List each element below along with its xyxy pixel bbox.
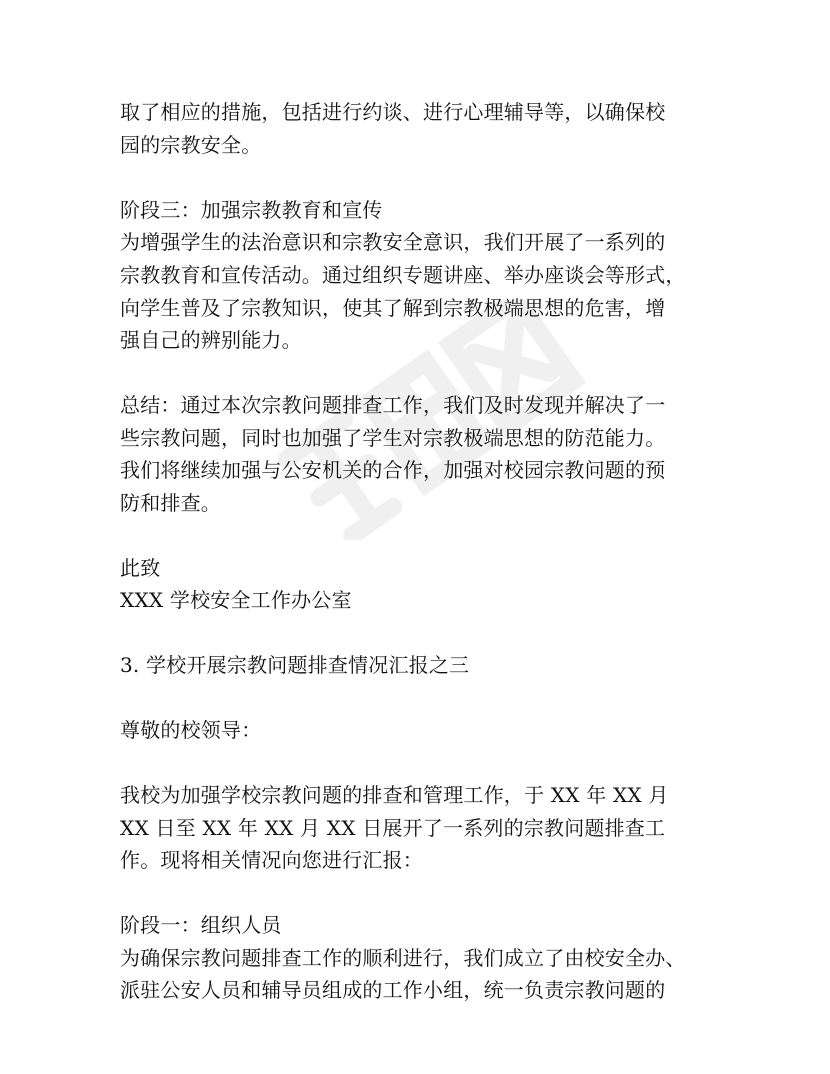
paragraph-line: 我校为加强学校宗教问题的排查和管理工作，于 XX 年 XX 月	[120, 783, 669, 807]
paragraph-line: 我们将继续加强与公安机关的合作，加强对校园宗教问题的预	[120, 458, 666, 482]
paragraph-line: 宗教教育和宣传活动。通过组织专题讲座、举办座谈会等形式，	[120, 263, 686, 287]
salutation: 尊敬的校领导：	[120, 718, 262, 742]
paragraph-line: 强自己的辨别能力。	[120, 328, 302, 352]
paragraph-line: 防和排查。	[120, 491, 221, 515]
closing-line: 此致	[120, 556, 161, 580]
paragraph-line: 些宗教问题，同时也加强了学生对宗教极端思想的防范能力。	[120, 426, 666, 450]
paragraph-line: 向学生普及了宗教知识，使其了解到宗教极端思想的危害，增	[120, 296, 666, 320]
section-heading: 阶段三：加强宗教教育和宣传	[120, 198, 383, 222]
paragraph-line: 派驻公安人员和辅导员组成的工作小组，统一负责宗教问题的	[120, 978, 666, 1002]
document-page	[120, 0, 740, 1074]
paragraph-line: 作。现将相关情况向您进行汇报：	[120, 848, 423, 872]
paragraph-line: 为增强学生的法治意识和宗教安全意识，我们开展了一系列的	[120, 230, 666, 254]
paragraph-line: 取了相应的措施，包括进行约谈、进行心理辅导等，以确保校	[120, 100, 666, 124]
paragraph-line: 园的宗教安全。	[120, 133, 262, 157]
paragraph-line: 总结：通过本次宗教问题排查工作，我们及时发现并解决了一	[120, 393, 666, 417]
signature-line: XXX 学校安全工作办公室	[120, 588, 352, 612]
paragraph-line: XX 日至 XX 年 XX 月 XX 日展开了一系列的宗教问题排查工	[120, 816, 666, 840]
paragraph-line: 为确保宗教问题排查工作的顺利进行，我们成立了由校安全办、	[120, 946, 686, 970]
report-title: 3. 学校开展宗教问题排查情况汇报之三	[120, 653, 470, 677]
section-heading: 阶段一：组织人员	[120, 913, 282, 937]
